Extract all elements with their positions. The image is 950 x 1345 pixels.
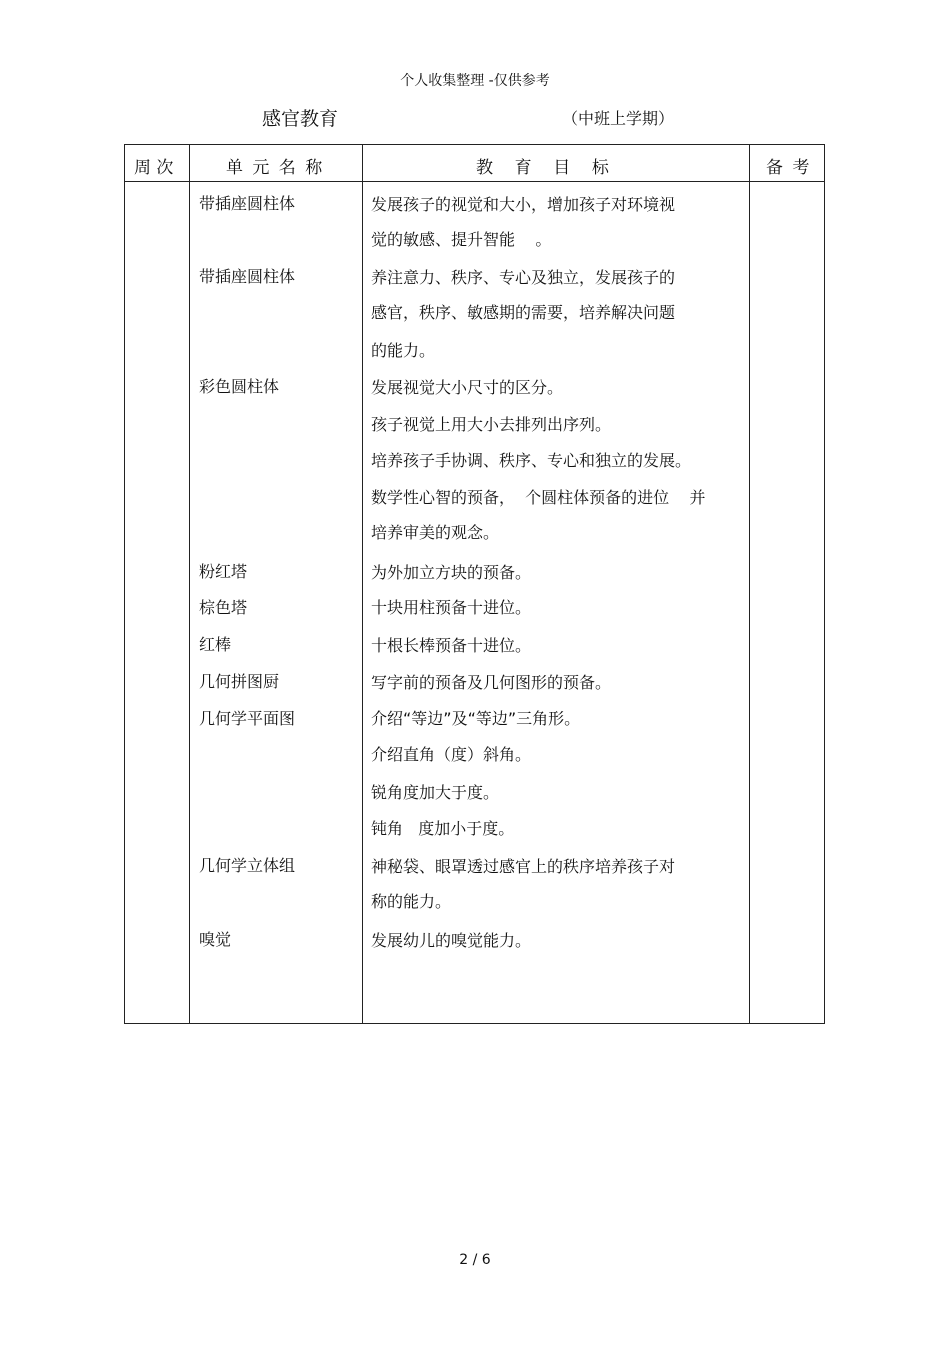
table-col-divider-2 (362, 144, 363, 1024)
table-col-divider-1 (189, 144, 190, 1024)
unit-name: 嗅觉 (199, 930, 232, 949)
header-unit-name: 单 元 名 称 (226, 158, 323, 178)
page-header-note: 个人收集整理 -仅供参考 (400, 73, 550, 89)
goal-line: 孩子视觉上用大小去排列出序列。 (371, 415, 612, 434)
unit-name: 几何拼图厨 (199, 672, 280, 691)
goal-line: 为外加立方块的预备。 (371, 563, 532, 582)
goal-line: 数学性心智的预备， 个圆柱体预备的进位 并 (371, 488, 706, 507)
unit-name: 带插座圆柱体 (199, 194, 296, 213)
document-title: 感官教育 (262, 108, 339, 130)
unit-name: 几何学立体组 (199, 856, 296, 875)
goal-line: 称的能力。 (371, 892, 452, 911)
table-border-top (124, 144, 825, 145)
unit-name: 棕色塔 (199, 598, 248, 617)
goal-line: 发展视觉大小尺寸的区分。 (371, 378, 564, 397)
table-border-left (124, 144, 125, 1024)
goal-line: 写字前的预备及几何图形的预备。 (371, 673, 612, 692)
page-number: 2 / 6 (459, 1252, 491, 1268)
goal-line: 觉的敏感、提升智能 。 (371, 230, 552, 249)
unit-name: 彩色圆柱体 (199, 377, 280, 396)
table-col-divider-3 (749, 144, 750, 1024)
table-border-right (824, 144, 825, 1024)
goal-line: 发展孩子的视觉和大小，增加孩子对环境视 (371, 195, 676, 214)
goal-line: 培养审美的观念。 (371, 523, 500, 542)
goal-line: 十根长棒预备十进位。 (371, 636, 532, 655)
goal-line: 介绍直角（度）斜角。 (371, 745, 532, 764)
header-week: 周 次 (134, 158, 174, 178)
header-education-goal: 教 育 目 标 (476, 158, 609, 178)
unit-name: 几何学平面图 (199, 709, 296, 728)
goal-line: 十块用柱预备十进位。 (371, 598, 532, 617)
unit-name: 带插座圆柱体 (199, 267, 296, 286)
goal-line: 感官，秩序、敏感期的需要，培养解决问题 (371, 303, 676, 322)
goal-line: 锐角度加大于度。 (371, 783, 500, 802)
goal-line: 神秘袋、眼罩透过感官上的秩序培养孩子对 (371, 857, 676, 876)
goal-line: 钝角 度加小于度。 (371, 819, 515, 838)
goal-line: 的能力。 (371, 341, 436, 360)
goal-line: 培养孩子手协调、秩序、专心和独立的发展。 (371, 451, 692, 470)
unit-name: 红棒 (199, 635, 232, 654)
header-remarks: 备 考 (766, 158, 810, 178)
goal-line: 介绍“等边”及“等边”三角形。 (371, 709, 581, 728)
unit-name: 粉红塔 (199, 562, 248, 581)
table-border-bottom (124, 1023, 825, 1024)
goal-line: 养注意力、秩序、专心及独立，发展孩子的 (371, 268, 676, 287)
table-header-divider (124, 181, 825, 182)
goal-line: 发展幼儿的嗅觉能力。 (371, 931, 532, 950)
document-subtitle: （中班上学期） (562, 109, 675, 128)
